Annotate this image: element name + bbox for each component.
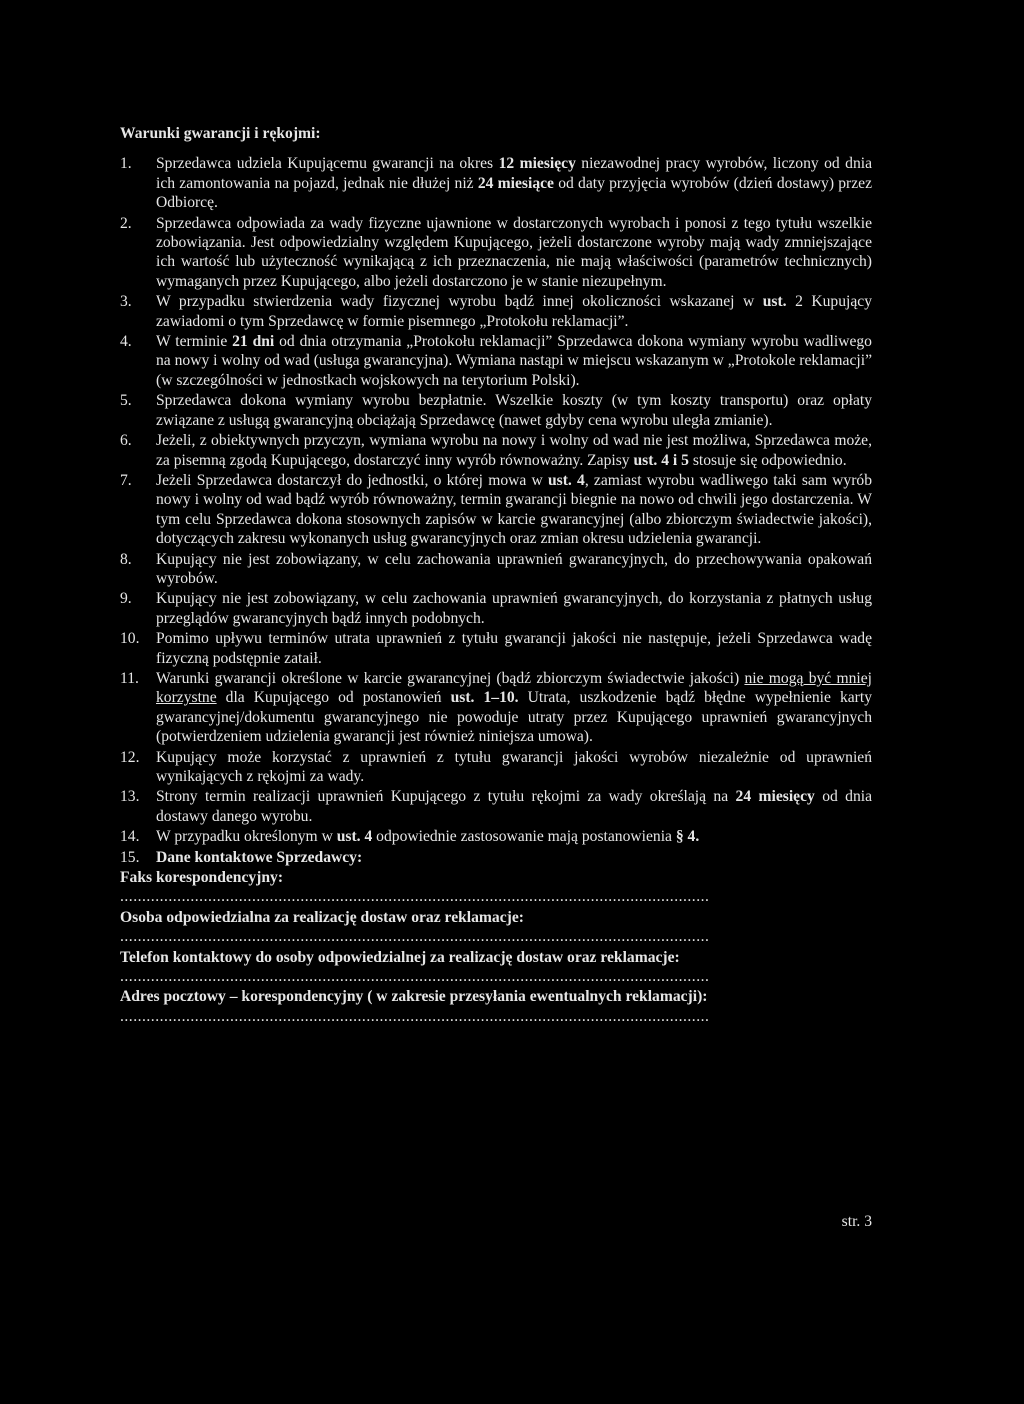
contact-section xyxy=(120,868,872,1026)
term-text-bold: 12 miesięcy xyxy=(498,155,576,173)
term-text: W przypadku stwierdzenia wady fizycznej wyrobu bądź innej okoliczności wskazanej w xyxy=(156,293,763,311)
term-text: 2 Kupujący zawiadomi o tym Sprzedawcę w formie pisemnego „Protokołu reklamacji”. xyxy=(156,293,872,330)
person-fill-line: ...................................................................................................................................... xyxy=(120,928,710,946)
term-item xyxy=(120,391,872,430)
term-text: Sprzedawca odpowiada za wady fizyczne ujawnione w dostarczonych wyrobach i ponosi z tego tytułu wszelkie zobowiązania. Jest odpowiedzialny względem Kupującego, jeżeli dostarczone wyroby mają wady zmniejszające ich wartość lub użyteczność wynikającą z ich przeznaczenia, nie mają właściwości (parametrów technicznych) wymaganych przez Kupującego, albo jeżeli dostarczono je w stanie niezupełnym. xyxy=(156,214,872,290)
term-item xyxy=(120,629,872,668)
term-text: W przypadku określonym w xyxy=(156,828,337,846)
terms-list xyxy=(120,154,872,867)
term-text: Kupujący nie jest zobowiązany, w celu zachowania uprawnień gwarancyjnych, do korzystania z płatnych usług przeglądów gwarancyjnych bądź innych podobnych. xyxy=(156,590,872,627)
term-item xyxy=(120,332,872,390)
term-text: , zamiast wyrobu wadliwego taki sam wyrób nowy i wolny od wad bądź wyrób równoważny, termin gwarancji biegnie na nowo od chwili jego dostarczenia. W tym celu Sprzedawca dokona stosownych zapisów w karcie gwarancyjnej (albo zbiorczym świadectwie jakości), dotyczących zakresu wykonanych usług gwarancyjnych oraz zmian okresu udzielenia gwarancji. xyxy=(156,471,873,548)
phone-fill-line: ...................................................................................................................................... xyxy=(120,968,710,986)
page-number: str. 3 xyxy=(841,1213,872,1230)
term-number: 6. xyxy=(120,432,132,450)
term-number: 9. xyxy=(120,590,132,608)
term-text: Utrata, uszkodzenie bądź błędne wypełnienie karty gwarancyjnej/dokumentu gwarancyjnego nie powoduje utraty przez Kupującego uprawnień gwarancyjnych (potwierdzeniem udzielenia gwarancji jest również niniejsza umowa). xyxy=(156,689,872,746)
term-item xyxy=(120,550,872,589)
term-number: 15. xyxy=(120,848,140,866)
person-label: Osoba odpowiedzialna za realizację dostaw oraz reklamacje: xyxy=(120,908,524,926)
address-label: Adres pocztowy – korespondencyjny ( w zakresie przesyłania ewentualnych reklamacji): xyxy=(120,988,708,1006)
phone-label: Telefon kontaktowy do osoby odpowiedzialnej za realizację dostaw oraz reklamacje: xyxy=(120,948,680,966)
term-item xyxy=(120,292,872,331)
address-fill-line: ...................................................................................................................................... xyxy=(120,1007,710,1025)
term-text-bold: Dane kontaktowe Sprzedawcy: xyxy=(156,848,363,866)
term-text-bold: § 4. xyxy=(675,828,700,846)
document-page xyxy=(120,124,872,1027)
term-item xyxy=(120,589,872,628)
term-number: 5. xyxy=(120,392,132,410)
term-text: Sprzedawca udziela Kupującemu gwarancji na okres xyxy=(156,155,499,173)
term-item xyxy=(120,787,872,826)
term-number: 8. xyxy=(120,550,132,568)
term-text-bold: 24 miesiące xyxy=(477,174,554,192)
term-text: Jeżeli Sprzedawca dostarczył do jednostki, o której mowa w xyxy=(156,471,548,489)
term-text: od dnia dostawy danego wyrobu. xyxy=(156,788,873,825)
term-text: niezawodnej pracy wyrobów, liczony od dnia ich zamontowania na pojazd, jednak nie dłużej niż xyxy=(156,155,872,192)
term-text: Sprzedawca dokona wymiany wyrobu bezpłatnie. Wszelkie koszty (w tym koszty transportu) oraz opłaty związane z usługą gwarancyjną obciążają Sprzedawcę (nawet gdyby cena wyrobu uległa zmianie). xyxy=(156,392,872,429)
term-item xyxy=(120,471,872,549)
term-item xyxy=(120,748,872,787)
term-number: 2. xyxy=(120,214,132,232)
term-number: 7. xyxy=(120,471,132,489)
term-item xyxy=(120,827,872,846)
term-text-bold: ust. 1–10. xyxy=(450,689,519,707)
term-text-bold: ust. xyxy=(762,293,787,311)
term-text: od daty przyjęcia wyrobów (dzień dostawy) przez Odbiorcę. xyxy=(156,174,872,212)
term-text-bold: 21 dni xyxy=(232,333,275,351)
fax-fill-line: ...................................................................................................................................... xyxy=(120,888,710,906)
term-text: Jeżeli, z obiektywnych przyczyn, wymiana wyrobu na nowy i wolny od wad nie jest możliwa, Sprzedawca może, za pisemną zgodą Kupującego, dostarczyć inny wyrób równoważny. Zapisy xyxy=(156,432,872,469)
term-text: stosuje się odpowiednio. xyxy=(688,451,847,469)
term-number: 10. xyxy=(120,630,140,648)
term-text: dla Kupującego od postanowień xyxy=(216,689,451,707)
term-number: 13. xyxy=(120,788,140,806)
term-text: Pomimo upływu terminów utrata uprawnień z tytułu gwarancji jakości nie następuje, jeżeli Sprzedawca wadę fizyczną podstępnie zataił. xyxy=(156,630,872,667)
term-number: 3. xyxy=(120,293,132,311)
section-heading: Warunki gwarancji i rękojmi: xyxy=(120,125,321,142)
term-text-bold: ust. 4 xyxy=(336,828,373,846)
term-text: W terminie xyxy=(156,333,233,351)
term-item xyxy=(120,154,872,212)
term-text: Warunki gwarancji określone w karcie gwarancyjnej (bądź zbiorczym świadectwie jakości) xyxy=(156,669,745,687)
term-text: Kupujący nie jest zobowiązany, w celu zachowania uprawnień gwarancyjnych, do przechowywania opakowań wyrobów. xyxy=(156,550,872,587)
term-number: 12. xyxy=(120,748,140,766)
term-item xyxy=(120,214,872,292)
term-number: 11. xyxy=(120,669,139,687)
term-item xyxy=(120,848,872,867)
term-text-bold: 24 miesięcy xyxy=(735,788,815,806)
term-text: od dnia otrzymania „Protokołu reklamacji” Sprzedawca dokona wymiany wyrobu wadliwego na nowy i wolny od wad (usługa gwarancyjna). Wymiana nastąpi w miejscu wskazanym w „Protokole reklamacji” (w szczególności w jednostkach wojskowych na terytorium Polski). xyxy=(156,333,872,389)
term-text-bold: ust. 4 xyxy=(547,471,585,489)
term-item xyxy=(120,431,872,470)
fax-label: Faks korespondencyjny: xyxy=(120,869,284,887)
term-number: 4. xyxy=(120,333,132,351)
term-text: odpowiednie zastosowanie mają postanowienia xyxy=(372,828,676,846)
term-text-underlined: nie mogą być mniej korzystne xyxy=(156,669,873,707)
term-number: 14. xyxy=(120,828,140,846)
term-text: Kupujący może korzystać z uprawnień z tytułu gwarancji jakości wyrobów niezależnie od uprawnień wynikających z rękojmi za wady. xyxy=(156,748,872,785)
term-text-bold: ust. 4 i 5 xyxy=(633,451,689,469)
term-number: 1. xyxy=(120,155,132,173)
term-text: Strony termin realizacji uprawnień Kupującego z tytułu rękojmi za wady określają na xyxy=(156,788,736,806)
term-item xyxy=(120,669,872,747)
